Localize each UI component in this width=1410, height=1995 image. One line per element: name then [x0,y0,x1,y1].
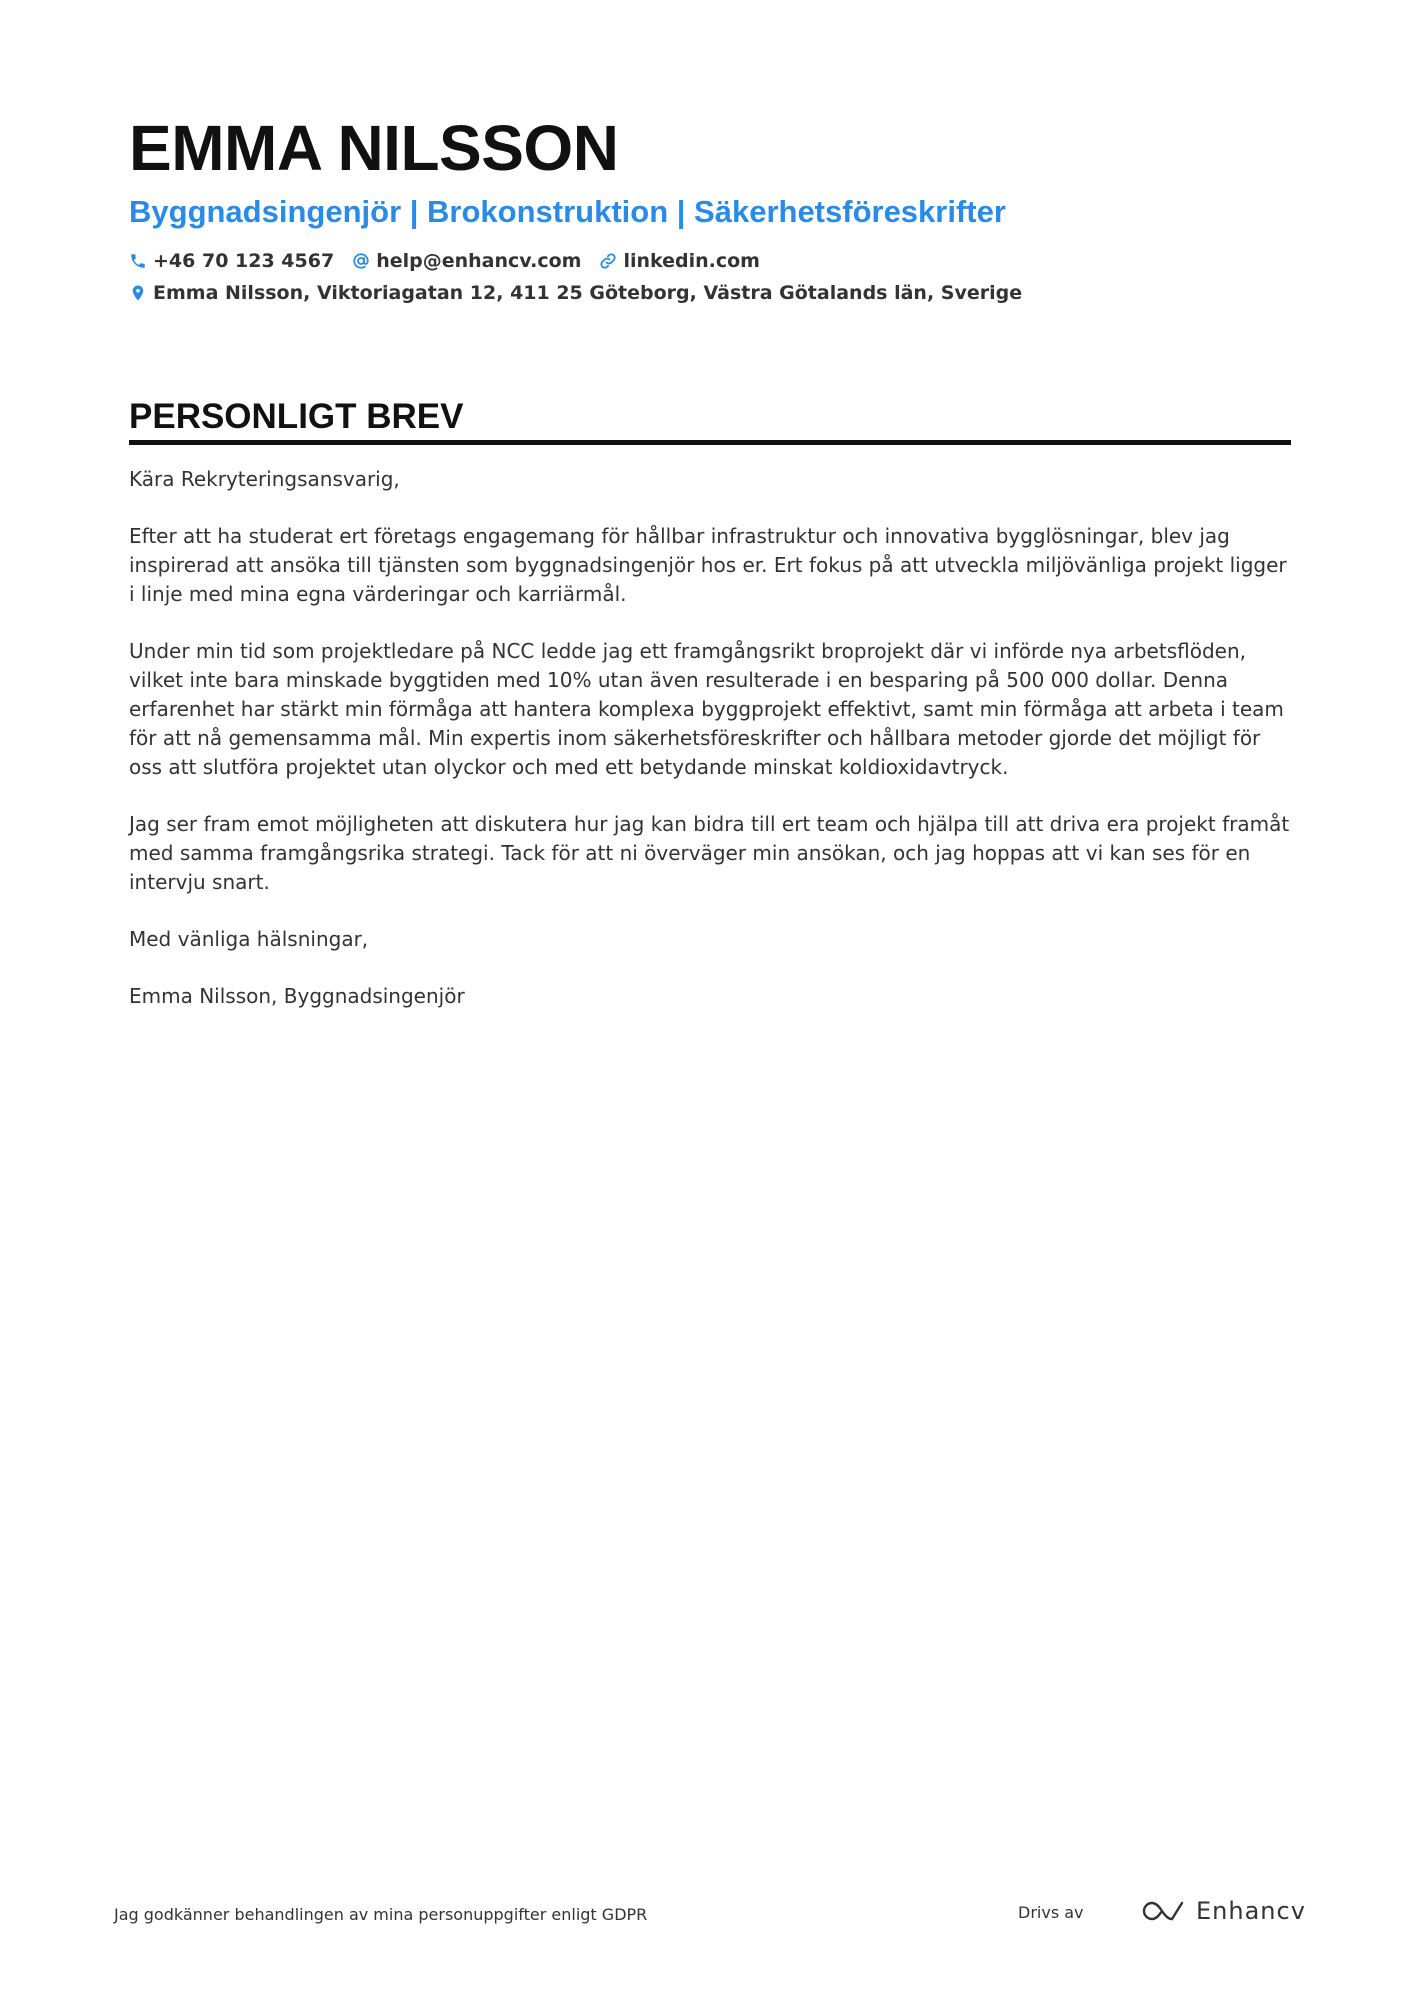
contact-linkedin-text: linkedin.com [623,250,760,272]
candidate-headline: Byggnadsingenjör | Brokonstruktion | Säkerhetsföreskrifter [129,194,1006,229]
contact-linkedin[interactable] [599,250,760,272]
page-footer [114,1895,1306,1935]
letter-paragraph: Under min tid som projektledare på NCC ledde jag ett framgångsrikt broprojekt där vi införde nya arbetsflöden, vilket inte bara minskade byggtiden med 10% utan även resulterade i en besparing på 500 000 dollar. Denna erfarenhet har stärkt min förmåga att hantera komplexa byggprojekt effektivt, samt min förmåga att arbeta i team för att nå gemensamma mål. Min expertis inom säkerhetsföreskrifter och hållbara metoder gjorde det möjligt för oss att slutföra projektet utan olyckor och med ett betydande minskat koldioxidavtryck. [129,639,1284,779]
letter-body [129,465,1291,1011]
gdpr-consent-text: Jag godkänner behandlingen av mina personuppgifter enligt GDPR [114,1905,648,1924]
at-icon [352,252,370,270]
letter-paragraph: Jag ser fram emot möjligheten att diskutera hur jag kan bidra till ert team och hjälpa till att driva era projekt framåt med samma framgångsrika strategi. Tack för att ni överväger min ansökan, och jag hoppas att vi kan ses för en intervju snart. [129,812,1290,894]
enhancv-brand-text: Enhancv [1196,1897,1306,1925]
letter-paragraph: Efter att ha studerat ert företags engagemang för hållbar infrastruktur och innovativa bygglösningar, blev jag inspirerad att ansöka till tjänsten som byggnadsingenjör hos er. Ert fokus på att utveckla miljövänliga projekt ligger i linje med mina egna värderingar och karriärmål. [129,524,1287,606]
contact-row-address [129,282,1291,304]
letter-greeting: Kära Rekryteringsansvarig, [129,467,400,491]
location-pin-icon [129,284,147,302]
section-divider [129,440,1291,445]
enhancv-brand-link[interactable] [1140,1897,1306,1925]
cover-letter-page [129,110,1291,1039]
contact-address-text: Emma Nilsson, Viktoriagatan 12, 411 25 Göteborg, Västra Götalands län, Sverige [153,282,1023,304]
contact-row-primary [129,250,1291,272]
contact-email[interactable] [352,250,581,272]
letter-closing: Med vänliga hälsningar, [129,927,369,951]
candidate-name: EMMA NILSSON [129,112,619,184]
phone-icon [129,252,147,270]
contact-phone-text: +46 70 123 4567 [153,250,335,272]
contact-address [129,282,1022,304]
link-icon [599,252,617,270]
letter-signature: Emma Nilsson, Byggnadsingenjör [129,984,465,1008]
section-title: PERSONLIGT BREV [129,397,464,436]
powered-by-label: Drivs av [1018,1903,1084,1922]
contact-phone[interactable] [129,250,334,272]
enhancv-logo-icon [1140,1898,1186,1924]
contact-email-text: help@enhancv.com [376,250,582,272]
